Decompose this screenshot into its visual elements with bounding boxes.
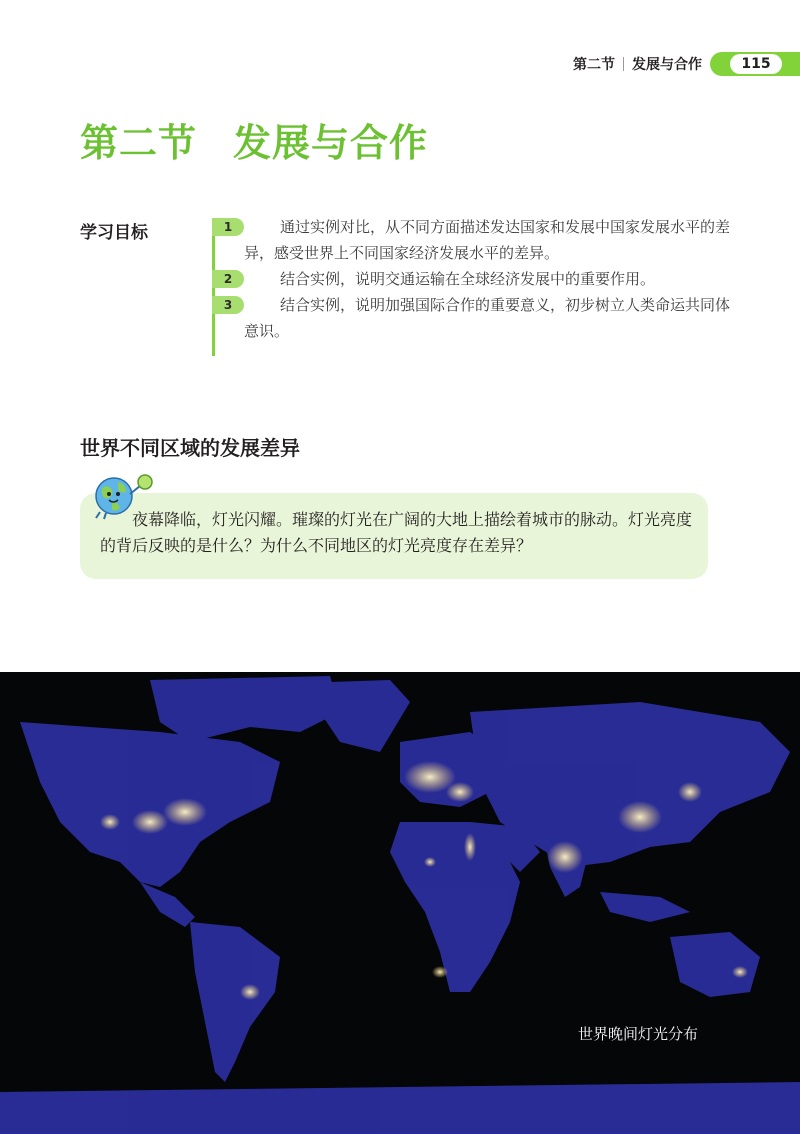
night-map-image — [0, 672, 800, 1134]
objective-text: 结合实例，说明加强国际合作的重要意义，初步树立人类命运共同体意识。 — [244, 296, 731, 340]
running-header-title: 发展与合作 — [632, 57, 702, 73]
running-header-section: 第二节 — [573, 57, 615, 73]
map-caption: 世界晚间灯光分布 — [578, 1025, 699, 1043]
objective-number: 2 — [212, 270, 244, 288]
page-number: 115 — [730, 54, 782, 74]
running-header — [573, 52, 800, 76]
world-night-lights-map — [0, 672, 800, 1134]
globe-mascot-icon — [90, 472, 160, 522]
chapter-title — [80, 112, 428, 167]
objective-item — [212, 292, 732, 344]
objectives-list — [212, 214, 732, 344]
objective-item — [212, 266, 732, 292]
section-heading: 世界不同区域的发展差异 — [80, 436, 300, 460]
objectives-label: 学习目标 — [80, 223, 148, 243]
chapter-name: 发展与合作 — [233, 120, 429, 165]
objective-number: 3 — [212, 296, 244, 314]
running-header-divider — [623, 57, 624, 71]
objective-item — [212, 214, 732, 266]
chapter-number: 第二节 — [80, 120, 198, 165]
intro-text: 夜幕降临，灯光闪耀。璀璨的灯光在广阔的大地上描绘着城市的脉动。灯光亮度的背后反映的是什么？为什么不同地区的灯光亮度存在差异？ — [100, 510, 693, 555]
objective-text: 通过实例对比，从不同方面描述发达国家和发展中国家发展水平的差异，感受世界上不同国家经济发展水平的差异。 — [244, 218, 731, 262]
page-tab — [710, 52, 800, 76]
objective-number: 1 — [212, 218, 244, 236]
intro-box — [80, 493, 708, 579]
objective-text: 结合实例，说明交通运输在全球经济发展中的重要作用。 — [280, 270, 656, 288]
